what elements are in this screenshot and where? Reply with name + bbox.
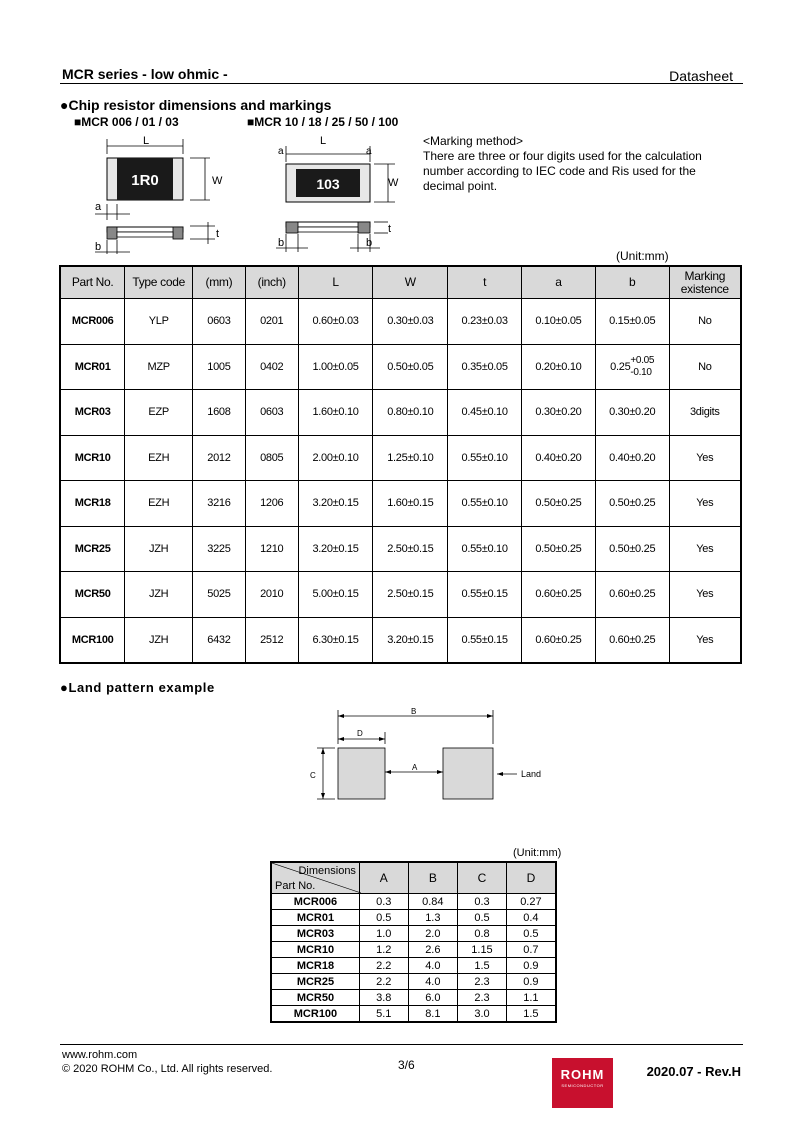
cell: 2010 — [245, 572, 298, 618]
cell: EZH — [125, 481, 193, 527]
chip-small-b-label: b — [95, 241, 102, 253]
land-D-label: D — [357, 729, 363, 738]
table-row — [60, 435, 741, 481]
table-row — [60, 617, 741, 663]
corner-part-no-label: Part No. — [275, 880, 316, 892]
table-row — [271, 958, 556, 974]
cell: 3.20±0.15 — [298, 526, 373, 572]
col-size-inch: (inch) — [245, 266, 298, 299]
cell: 5025 — [193, 572, 246, 618]
cell: 0.55±0.10 — [448, 526, 522, 572]
chip-large-W-label: W — [388, 177, 399, 189]
chip-small-W-label: W — [212, 175, 223, 187]
chip-large-t-label: t — [388, 223, 392, 235]
land-col-C: C — [458, 862, 507, 894]
cell: MCR03 — [271, 926, 359, 942]
cell: 0.5 — [506, 926, 556, 942]
page-number: 3/6 — [398, 1058, 415, 1072]
cell: 0.60±0.25 — [595, 572, 669, 618]
cell: 0.45±0.10 — [448, 390, 522, 436]
cell: 0.5 — [458, 910, 507, 926]
cell: 1206 — [245, 481, 298, 527]
cell: 1.2 — [359, 942, 408, 958]
corner-dimensions-label: Dimensions — [298, 865, 356, 877]
cell-b-tolerance — [595, 344, 669, 390]
cell: 2.3 — [458, 974, 507, 990]
cell: 0.55±0.10 — [448, 435, 522, 481]
land-table-unit: (Unit:mm) — [513, 847, 562, 859]
cell: 0.50±0.25 — [522, 481, 596, 527]
col-size-mm: (mm) — [193, 266, 246, 299]
cell: 0.30±0.20 — [595, 390, 669, 436]
cell: 0.5 — [359, 910, 408, 926]
cell: 3.0 — [458, 1006, 507, 1023]
cell: 0.7 — [506, 942, 556, 958]
cell: 2.2 — [359, 958, 408, 974]
cell: 5.1 — [359, 1006, 408, 1023]
cell: 3.20±0.15 — [373, 617, 448, 663]
cell: 0.40±0.20 — [522, 435, 596, 481]
col-type-code: Type code — [125, 266, 193, 299]
cell: 8.1 — [408, 1006, 458, 1023]
table-row — [60, 526, 741, 572]
logo-subtext: SEMICONDUCTOR — [561, 1083, 604, 1088]
col-L: L — [298, 266, 373, 299]
cell: MCR18 — [271, 958, 359, 974]
dimensions-table — [59, 265, 742, 664]
footer-url[interactable]: www.rohm.com — [62, 1049, 138, 1061]
document-title: MCR series - low ohmic - — [62, 66, 228, 82]
cell: 0.60±0.25 — [522, 572, 596, 618]
cell: 3digits — [669, 390, 741, 436]
land-pattern-table — [270, 861, 557, 1023]
cell: Yes — [669, 526, 741, 572]
table-row — [271, 974, 556, 990]
b-nominal: 0.25 — [610, 360, 631, 373]
cell: 0.50±0.25 — [595, 481, 669, 527]
header-divider — [60, 83, 743, 84]
cell: 2.50±0.15 — [373, 526, 448, 572]
cell: 0.3 — [458, 894, 507, 910]
cell: 0.4 — [506, 910, 556, 926]
chip-large-marking: 103 — [316, 176, 340, 192]
cell: 0201 — [245, 299, 298, 345]
cell: MCR10 — [271, 942, 359, 958]
cell: 1.5 — [458, 958, 507, 974]
land-table-header — [271, 862, 556, 894]
table-row — [271, 910, 556, 926]
cell: 2.2 — [359, 974, 408, 990]
land-C-label: C — [310, 771, 316, 780]
cell: MCR25 — [60, 526, 125, 572]
cell: 0603 — [193, 299, 246, 345]
cell: JZH — [125, 572, 193, 618]
chip-large-a-left-label: a — [278, 146, 284, 157]
cell: 2512 — [245, 617, 298, 663]
cell: MCR01 — [271, 910, 359, 926]
cell: MCR100 — [60, 617, 125, 663]
table-row — [60, 390, 741, 436]
chip-small-t-label: t — [216, 228, 220, 240]
cell: MCR006 — [60, 299, 125, 345]
cell: JZH — [125, 526, 193, 572]
cell: 2012 — [193, 435, 246, 481]
dimensions-table-header — [60, 266, 741, 299]
cell: MCR50 — [271, 990, 359, 1006]
footer-copyright: © 2020 ROHM Co., Ltd. All rights reserved. — [62, 1063, 273, 1075]
cell: JZH — [125, 617, 193, 663]
cell: 5.00±0.15 — [298, 572, 373, 618]
cell: 2.3 — [458, 990, 507, 1006]
table-row — [271, 1006, 556, 1023]
cell: 0.80±0.10 — [373, 390, 448, 436]
chip-large-b-left-label: b — [278, 237, 285, 249]
cell: 0805 — [245, 435, 298, 481]
cell: 0.55±0.10 — [448, 481, 522, 527]
land-col-D: D — [506, 862, 556, 894]
cell: MCR25 — [271, 974, 359, 990]
cell: Yes — [669, 572, 741, 618]
cell: 0.50±0.25 — [595, 526, 669, 572]
cell: 0.35±0.05 — [448, 344, 522, 390]
footer-left — [62, 1048, 272, 1076]
cell: YLP — [125, 299, 193, 345]
col-b: b — [595, 266, 669, 299]
cell: 1.25±0.10 — [373, 435, 448, 481]
b-tol-minus: -0.10 — [630, 366, 652, 378]
marking-method-title: <Marking method> — [423, 134, 524, 148]
cell: 3225 — [193, 526, 246, 572]
land-col-A: A — [359, 862, 408, 894]
cell: 3216 — [193, 481, 246, 527]
cell: 1.3 — [408, 910, 458, 926]
cell: EZH — [125, 435, 193, 481]
cell: MCR006 — [271, 894, 359, 910]
revision: 2020.07 - Rev.H — [646, 1064, 741, 1079]
col-t: t — [448, 266, 522, 299]
marking-method-note — [423, 134, 723, 194]
cell: 1005 — [193, 344, 246, 390]
table-row — [60, 481, 741, 527]
cell: 0.60±0.25 — [595, 617, 669, 663]
cell: 0.23±0.03 — [448, 299, 522, 345]
cell: MCR50 — [60, 572, 125, 618]
table-row — [60, 572, 741, 618]
cell: 4.0 — [408, 974, 458, 990]
col-a: a — [522, 266, 596, 299]
cell: 3.8 — [359, 990, 408, 1006]
table-row — [60, 299, 741, 345]
cell: 0.60±0.25 — [522, 617, 596, 663]
rohm-logo — [552, 1058, 613, 1108]
cell: 0603 — [245, 390, 298, 436]
cell: 0.40±0.20 — [595, 435, 669, 481]
col-part-no: Part No. — [60, 266, 125, 299]
cell: 0.15±0.05 — [595, 299, 669, 345]
cell: 0.50±0.05 — [373, 344, 448, 390]
cell: MZP — [125, 344, 193, 390]
cell: 1210 — [245, 526, 298, 572]
land-label: Land — [521, 769, 542, 779]
cell: 0.55±0.15 — [448, 572, 522, 618]
cell: 0402 — [245, 344, 298, 390]
cell: No — [669, 299, 741, 345]
table-row — [271, 990, 556, 1006]
cell: 1.60±0.10 — [298, 390, 373, 436]
footer-divider — [60, 1044, 743, 1045]
cell: MCR03 — [60, 390, 125, 436]
cell: 0.27 — [506, 894, 556, 910]
cell: 1.1 — [506, 990, 556, 1006]
cell: 0.60±0.03 — [298, 299, 373, 345]
cell: 6.30±0.15 — [298, 617, 373, 663]
chip-large-L-label: L — [320, 135, 327, 147]
cell: 0.50±0.25 — [522, 526, 596, 572]
section-title-dimensions: ●Chip resistor dimensions and markings — [60, 97, 332, 113]
cell: 2.50±0.15 — [373, 572, 448, 618]
logo-text: ROHM — [560, 1067, 605, 1082]
chip-small-a-label: a — [95, 201, 102, 213]
dim-table-unit: (Unit:mm) — [616, 249, 669, 263]
land-B-label: B — [411, 707, 417, 716]
cell: 2.0 — [408, 926, 458, 942]
chip-large-a-right-label: a — [366, 146, 372, 157]
table-row — [271, 942, 556, 958]
cell: Yes — [669, 481, 741, 527]
cell: MCR10 — [60, 435, 125, 481]
cell: 2.00±0.10 — [298, 435, 373, 481]
cell: No — [669, 344, 741, 390]
cell: 1.5 — [506, 1006, 556, 1023]
cell: 0.3 — [359, 894, 408, 910]
marking-method-text: There are three or four digits used for the calculation number according to IEC code and Ris used for the decimal point. — [423, 149, 702, 193]
table-row — [271, 926, 556, 942]
cell: MCR01 — [60, 344, 125, 390]
cell: Yes — [669, 435, 741, 481]
cell: 0.30±0.03 — [373, 299, 448, 345]
cell: MCR18 — [60, 481, 125, 527]
subtitle-large-series: ■MCR 10 / 18 / 25 / 50 / 100 — [247, 115, 399, 129]
land-pattern-diagram — [305, 702, 555, 807]
cell: 0.10±0.05 — [522, 299, 596, 345]
document-type: Datasheet — [669, 68, 733, 84]
cell: 1608 — [193, 390, 246, 436]
cell: EZP — [125, 390, 193, 436]
cell: 6432 — [193, 617, 246, 663]
cell: 0.9 — [506, 974, 556, 990]
cell: 0.9 — [506, 958, 556, 974]
cell: 1.00±0.05 — [298, 344, 373, 390]
section-title-land-pattern: ●Land pattern example — [60, 680, 215, 695]
cell: 0.84 — [408, 894, 458, 910]
chip-diagram-large — [270, 134, 410, 254]
cell: Yes — [669, 617, 741, 663]
cell: 3.20±0.15 — [298, 481, 373, 527]
table-row — [271, 894, 556, 910]
chip-small-L-label: L — [143, 135, 150, 147]
cell: 2.6 — [408, 942, 458, 958]
cell: 0.30±0.20 — [522, 390, 596, 436]
col-marking: Marking existence — [669, 266, 741, 299]
cell: MCR100 — [271, 1006, 359, 1023]
cell: 1.60±0.15 — [373, 481, 448, 527]
cell: 4.0 — [408, 958, 458, 974]
cell: 0.8 — [458, 926, 507, 942]
chip-small-marking: 1R0 — [131, 172, 159, 189]
table-row — [60, 344, 741, 390]
cell: 0.20±0.10 — [522, 344, 596, 390]
land-table-corner — [271, 862, 359, 894]
land-A-label: A — [412, 763, 418, 772]
b-tol-plus: +0.05 — [630, 354, 655, 366]
col-W: W — [373, 266, 448, 299]
cell: 0.55±0.15 — [448, 617, 522, 663]
chip-large-b-right-label: b — [366, 237, 373, 249]
chip-diagram-small — [90, 134, 230, 254]
land-col-B: B — [408, 862, 458, 894]
subtitle-small-series: ■MCR 006 / 01 / 03 — [74, 115, 179, 129]
cell: 1.0 — [359, 926, 408, 942]
cell: 6.0 — [408, 990, 458, 1006]
cell: 1.15 — [458, 942, 507, 958]
